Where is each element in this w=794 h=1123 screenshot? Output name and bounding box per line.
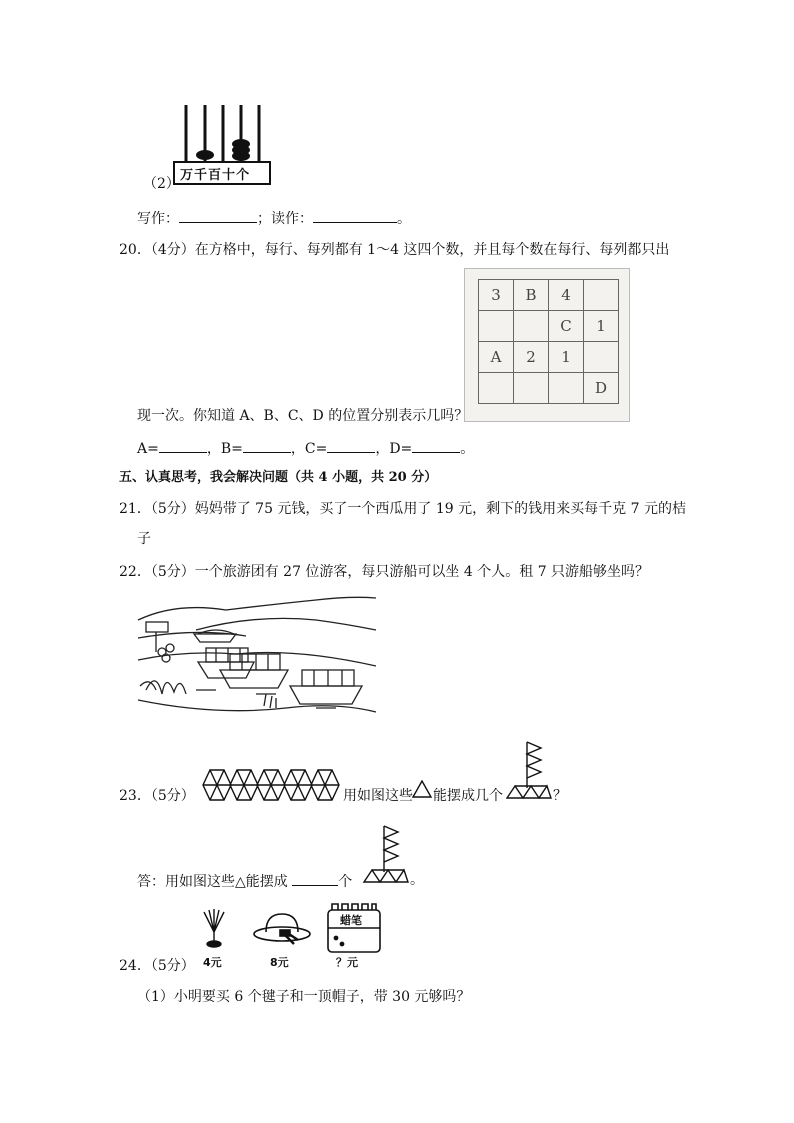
grid-cell: B: [514, 280, 549, 311]
grid-cell: C: [549, 311, 584, 342]
q20-answers: [137, 438, 474, 458]
grid-cell: 1: [549, 342, 584, 373]
triangle-strip-figure: [202, 768, 342, 802]
answer-c-label: ，C=: [290, 441, 328, 457]
triangle-icon: [412, 780, 432, 802]
flag-shape-icon-answer: [362, 824, 410, 888]
period: 。: [460, 441, 475, 457]
grid-cell: [549, 373, 584, 404]
grid-cell: 2: [514, 342, 549, 373]
answer-c-blank[interactable]: [327, 438, 375, 453]
grid-cell: 4: [549, 280, 584, 311]
grid-cell: 1: [584, 311, 619, 342]
answer-b-label: ，B=: [206, 441, 243, 457]
grid-cell: [479, 373, 514, 404]
crayon-box-icon: [324, 902, 384, 954]
q19-answer-line: [137, 208, 411, 228]
grid-cell: [584, 280, 619, 311]
section-five-title: 五、认真思考，我会解决问题（共 4 小题，共 20 分）: [119, 470, 438, 485]
q23-answer: [137, 871, 352, 891]
write-blank[interactable]: [179, 208, 257, 223]
crayon-box-label: 蜡笔: [340, 914, 362, 927]
q22-line1: 22．（5分）一个旅游团有 27 位游客，每只游船可以坐 4 个人。租 7 只游船够坐吗？: [119, 564, 650, 580]
grid-cell: D: [584, 373, 619, 404]
q21-line1: 21．（5分）妈妈带了 75 元钱，买了一个西瓜用了 19 元，剩下的钱用来买每千克 7 元的桔: [119, 501, 686, 517]
q24-number: 24．（5分）: [119, 958, 195, 974]
abacus-label-shi: 十: [222, 168, 237, 183]
q20-line1: 20．（4分）在方格中，每行、每列都有 1～4 这四个数，并且每个数在每行、每列都只出: [119, 242, 670, 258]
abacus-label-qian: 千: [194, 168, 209, 183]
grid-cell: A: [479, 342, 514, 373]
period: 。: [397, 211, 411, 227]
q24-sub1: （1）小明要买 6 个毽子和一顶帽子，带 30 元够吗？: [137, 989, 471, 1005]
answer-count-blank[interactable]: [292, 871, 338, 886]
hat-price: 8元: [270, 956, 289, 969]
abacus-place-labels: [180, 164, 250, 183]
answer-a-blank[interactable]: [159, 438, 207, 453]
q20-line2: 现一次。你知道 A、B、C、D 的位置分别表示几吗？: [137, 408, 469, 424]
abacus-label-wan: 万: [180, 168, 195, 183]
hat-icon: [252, 910, 312, 954]
shuttlecock-price: 4元: [203, 956, 222, 969]
abacus-label-ge: 个: [236, 168, 251, 183]
read-blank[interactable]: [313, 208, 397, 223]
flag-shape-icon: [505, 740, 553, 804]
write-label: 写作：: [137, 211, 179, 227]
crayon-price: ？元: [336, 956, 358, 969]
answer-b-blank[interactable]: [243, 438, 291, 453]
grid-cell: [514, 373, 549, 404]
boats-illustration: [136, 590, 378, 718]
q21-line2: 子: [137, 531, 151, 547]
grid-cell: [514, 311, 549, 342]
answer-d-blank[interactable]: [412, 438, 460, 453]
q23-text-a: 用如图这些: [343, 788, 413, 804]
read-label: ；读作：: [257, 211, 313, 227]
q23-text-b: 能摆成几个: [433, 788, 503, 804]
answer-prefix: 答：用如图这些△能摆成: [137, 874, 288, 890]
shuttlecock-icon: [200, 908, 228, 952]
q19-part-label: （2）: [143, 176, 180, 192]
q23-text-c: ？: [553, 788, 567, 804]
answer-unit: 个: [338, 874, 353, 890]
number-grid: [464, 268, 630, 422]
q23-answer-period: 。: [410, 872, 424, 888]
abacus-figure: [172, 100, 272, 190]
answer-d-label: ，D=: [375, 441, 413, 457]
grid-cell: 3: [479, 280, 514, 311]
grid-cell: [479, 311, 514, 342]
grid-cell: [584, 342, 619, 373]
abacus-label-bai: 百: [208, 168, 223, 183]
q23-number: 23．（5分）: [119, 788, 195, 804]
answer-a-label: A=: [137, 441, 159, 457]
